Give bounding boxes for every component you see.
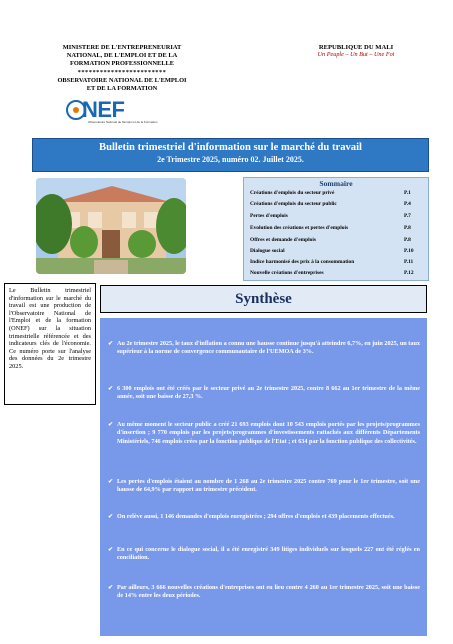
toc-item-page: P.8: [404, 237, 411, 243]
building-image: [36, 178, 186, 274]
ministry-separator: ************************: [77, 68, 167, 76]
toc-item[interactable]: [250, 190, 422, 196]
synthese-bullet: [108, 513, 420, 521]
toc-item-label: Créations d'emplois du secteur public: [250, 201, 337, 207]
synthese-bullet-text: Par ailleurs, 3 666 nouvelles créations d'entreprises ont eu lieu contre 4 260 au 1er trimestre 2025, soit une baisse de 14% entre les deux périodes.: [117, 584, 420, 600]
synthese-bullet: [108, 421, 420, 446]
onef-logo: [66, 97, 158, 126]
synthese-bullet-text: Les pertes d'emplois étaient au nombre de 1 268 au 2e trimestre 2025 contre 769 pour le 1er trimestre, soit une hausse de 64,9% par rapport au trimestre précédent.: [117, 478, 420, 494]
synthese-bullet-text: 6 300 emplois ont été créés par le secteur privé au 2e trimestre 2025, contre 8 662 au 1er trimestre de la même année, soit une baisse de 27,3 %.: [117, 385, 420, 401]
ministry-line: OBSERVATOIRE NATIONAL DE L'EMPLOI: [57, 76, 187, 84]
synthese-bullet: [108, 340, 420, 357]
toc-item[interactable]: [250, 213, 422, 219]
synthese-bullet: [108, 478, 420, 495]
ministry-header: [32, 44, 212, 93]
bulletin-title: Bulletin trimestriel d'information sur le marché du travail: [99, 142, 362, 153]
toc-item-page: P.8: [404, 225, 411, 231]
logo-subtitle: Observatoire National de l'Emploi et de la Formation: [88, 120, 158, 124]
toc-item-label: Indice harmonisé des prix à la consommation: [250, 259, 355, 265]
toc-item[interactable]: [250, 270, 422, 276]
building-photo: [36, 178, 186, 274]
toc-item-label: Dialogue social: [250, 248, 285, 254]
check-icon: ✔: [108, 514, 114, 520]
toc-item[interactable]: [250, 225, 422, 231]
ministry-line: NATIONAL, DE L'EMPLOI ET DE LA: [66, 52, 178, 60]
toc-item-page: P.7: [404, 213, 411, 219]
toc-item-page: P.4: [404, 201, 411, 207]
synthese-bullet-text: On relève aussi, 1 146 demandes d'emplois enregistrées ; 294 offres d'emplois et 439 placements effectués.: [117, 513, 395, 520]
toc-item-page: P.12: [404, 270, 414, 276]
toc-item-label: Nouvelle créations d'entreprises: [250, 270, 324, 276]
toc-item-label: Offres et demande d'emplois: [250, 237, 316, 243]
synthese-bullet-text: En ce qui concerne le dialogue social, il a été enregistré 349 litiges individuels sur lesquels 227 ont été réglés en conciliation.: [117, 546, 420, 562]
toc-item[interactable]: [250, 201, 422, 207]
check-icon: ✔: [108, 386, 114, 392]
synthese-bullet: [108, 584, 420, 601]
synthese-bullet: [108, 385, 420, 402]
national-motto: Un Peuple – Un But – Une Foi: [317, 51, 395, 58]
bulletin-subtitle: 2e Trimestre 2025, numéro 02. Juillet 2025.: [157, 155, 304, 164]
republic-header: [296, 44, 416, 58]
toc-item[interactable]: [250, 259, 422, 265]
ministry-line: MINISTERE DE L'ENTREPRENEURIAT: [62, 44, 182, 51]
table-of-contents: [243, 177, 429, 281]
check-icon: ✔: [108, 422, 114, 428]
check-icon: ✔: [108, 547, 114, 553]
synthese-title: Synthèse: [100, 285, 427, 313]
bulletin-banner: [32, 138, 429, 172]
toc-item-label: Evolution des créations et pertes d'emplois: [250, 225, 349, 231]
toc-title: Sommaire: [319, 179, 353, 188]
republic-name: REPUBLIQUE DU MALI: [318, 44, 394, 51]
bulletin-description: Le Bulletin trimestriel d'information sur le marché du travail est une production de l'Observatoire National de l'Emploi et de la formation (ONEF) sur la situation trimestrielle référencée et des indicateurs clés de l'économie. Ce numéro porte sur l'analyse des données du 2e trimestre 2025.: [4, 283, 96, 405]
toc-item[interactable]: [250, 237, 422, 243]
synthese-panel: [100, 318, 427, 636]
ministry-line: FORMATION PROFESSIONNELLE: [69, 60, 175, 68]
logo-text: NEF: [82, 97, 125, 122]
toc-item-label: Pertes d'emplois: [250, 213, 288, 219]
check-icon: ✔: [108, 479, 114, 485]
synthese-bullet-text: Au même moment le secteur public a créé 21 693 emplois dont 10 543 emplois portés par les projets/programmes d'insertion ; 9 770 emplois par les projets/programmes d'investissements rattachés aux différents Départements Ministériels, 746 emplois crées par la fonction publique de l'Etat ; et 634 par la fonction publique des collectivités.: [117, 421, 420, 445]
check-icon: ✔: [108, 341, 114, 347]
toc-item-page: P.1: [404, 190, 411, 196]
check-icon: ✔: [108, 585, 114, 591]
toc-item-page: P.11: [404, 259, 414, 265]
toc-item[interactable]: [250, 248, 422, 254]
toc-item-page: P.10: [404, 248, 414, 254]
synthese-bullet: [108, 546, 420, 563]
ministry-line: ET DE LA FORMATION: [86, 85, 158, 93]
synthese-bullet-text: Au 2e trimestre 2025, le taux d'inflation a connu une hausse continue jusqu'à atteindre 6,7%, en juin 2025, un taux supérieur à la norme de convergence communautaire de l'UEMOA de 3%.: [117, 340, 420, 356]
toc-item-label: Créations d'emplois du secteur privé: [250, 190, 335, 196]
